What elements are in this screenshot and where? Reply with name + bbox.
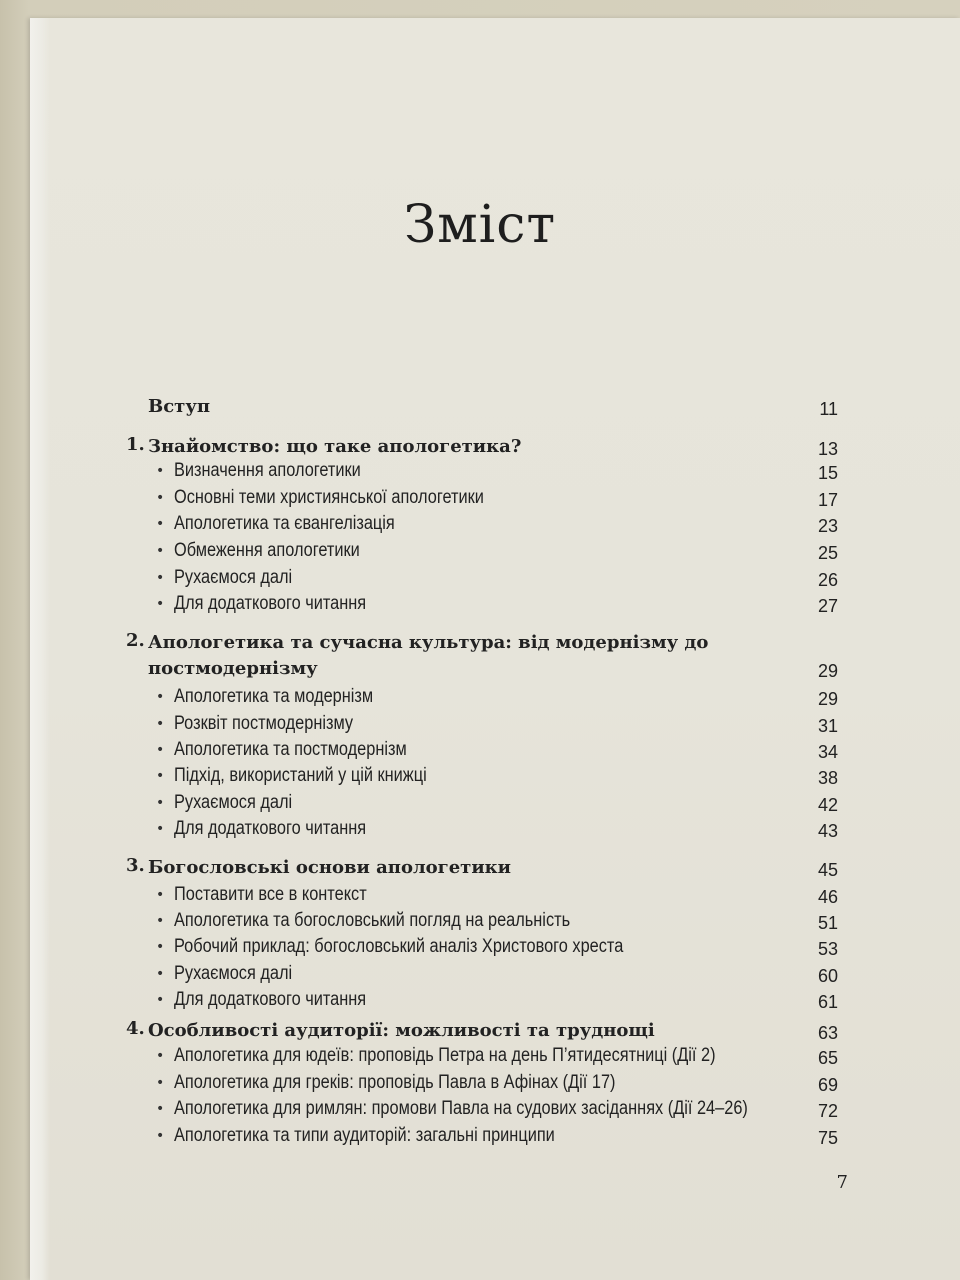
- toc-chapter-number: 3.: [126, 855, 145, 876]
- toc-subsection: [120, 713, 850, 737]
- bullet-icon: •: [156, 689, 165, 705]
- bullet-icon: •: [156, 913, 165, 929]
- bullet-icon: •: [156, 543, 165, 559]
- bullet-icon: •: [156, 768, 165, 784]
- toc-chapter: [120, 855, 850, 881]
- toc-subsection-title: Рухаємося далі: [174, 963, 293, 984]
- bullet-icon: •: [156, 1048, 165, 1064]
- bullet-icon: •: [156, 570, 165, 586]
- toc-subsection-page: 38: [817, 768, 838, 788]
- toc-subsection: [120, 540, 850, 564]
- toc-subsection: [120, 1098, 850, 1122]
- toc-subsection-title: Апологетика та модернізм: [174, 686, 374, 707]
- toc-subsection-title: Розквіт постмодернізму: [174, 713, 354, 734]
- bullet-icon: •: [156, 821, 165, 837]
- toc-subsection-page: 26: [817, 570, 838, 590]
- bullet-icon: •: [156, 1128, 165, 1144]
- toc-subsection: [120, 884, 850, 908]
- toc-subsection: [120, 818, 850, 842]
- toc-subsection: [120, 765, 850, 789]
- bullet-icon: •: [156, 887, 165, 903]
- toc-chapter-title: Богословські основи апологетики: [148, 857, 512, 878]
- toc-subsection-page: 42: [817, 795, 838, 815]
- toc-subsection: [120, 1125, 850, 1149]
- bullet-icon: •: [156, 939, 165, 955]
- toc-subsection-page: 46: [817, 887, 838, 907]
- toc-subsection-page: 61: [817, 992, 838, 1012]
- toc-subsection: [120, 1072, 850, 1096]
- toc-subsection-page: 25: [817, 543, 838, 563]
- bullet-icon: •: [156, 1075, 165, 1091]
- toc-subsection-title: Визначення апологетики: [174, 460, 361, 481]
- toc-chapter: [120, 1018, 850, 1044]
- toc-subsection-page: 23: [817, 516, 838, 536]
- toc-chapter-title: Апологетика та сучасна культура: від модернізму до постмодернізму: [148, 632, 709, 679]
- bullet-icon: •: [156, 1101, 165, 1117]
- toc-chapter: [120, 434, 850, 460]
- toc-subsection: [120, 567, 850, 591]
- toc-subsection-title: Для додаткового читання: [174, 989, 367, 1010]
- toc-subsection: [120, 513, 850, 537]
- toc-chapter-number: 2.: [126, 630, 145, 651]
- toc-subsection-page: 17: [817, 490, 838, 510]
- toc-subsection-title: Апологетика та богословський погляд на реальність: [174, 910, 571, 931]
- toc-subsection: [120, 963, 850, 987]
- bullet-icon: •: [156, 490, 165, 506]
- toc-subsection-title: Основні теми християнської апологетики: [174, 487, 484, 508]
- toc-subsection-page: 51: [817, 913, 838, 933]
- toc-chapter: [120, 630, 850, 682]
- bullet-icon: •: [156, 966, 165, 982]
- toc-intro-label: Вступ: [148, 396, 211, 417]
- toc-subsection-page: 27: [817, 596, 838, 616]
- toc-subsection-page: 72: [817, 1101, 838, 1121]
- toc-subsection: [120, 739, 850, 763]
- toc-subsection-title: Апологетика для римлян: промови Павла на судових засіданнях (Дії 24–26): [174, 1098, 748, 1119]
- toc-subsection: [120, 487, 850, 511]
- toc-subsection: [120, 1045, 850, 1069]
- toc-subsection-title: Рухаємося далі: [174, 567, 293, 588]
- toc-subsection: [120, 910, 850, 934]
- toc-subsection: [120, 936, 850, 960]
- toc-subsection-page: 15: [817, 463, 838, 483]
- toc-subsection: [120, 792, 850, 816]
- toc-chapter-title: Знайомство: що таке апологетика?: [148, 436, 522, 457]
- toc-subsection-title: Поставити все в контекст: [174, 884, 367, 905]
- bullet-icon: •: [156, 742, 165, 758]
- bullet-icon: •: [156, 992, 165, 1008]
- toc-subsection-title: Рухаємося далі: [174, 792, 293, 813]
- toc-subsection-title: Апологетика для греків: проповідь Павла в Афінах (Дії 17): [174, 1072, 616, 1093]
- page-title: Зміст: [403, 195, 557, 255]
- bullet-icon: •: [156, 716, 165, 732]
- toc-subsection-title: Для додаткового читання: [174, 818, 367, 839]
- toc-subsection-page: 53: [817, 939, 838, 959]
- toc-subsection: [120, 686, 850, 710]
- toc-intro: [120, 396, 850, 420]
- toc-chapter-page: 29: [817, 661, 838, 681]
- toc-subsection-page: 31: [817, 716, 838, 736]
- toc-chapter-page: 45: [817, 860, 838, 880]
- toc-subsection-title: Апологетика для юдеїв: проповідь Петра на день П’ятидесятниці (Дії 2): [174, 1045, 716, 1066]
- bullet-icon: •: [156, 795, 165, 811]
- bullet-icon: •: [156, 596, 165, 612]
- toc-subsection: [120, 593, 850, 617]
- toc-subsection-title: Для додаткового читання: [174, 593, 367, 614]
- toc-subsection-page: 29: [817, 689, 838, 709]
- toc-subsection-title: Апологетика та типи аудиторій: загальні принципи: [174, 1125, 555, 1146]
- toc-subsection-title: Підхід, використаний у цій книжці: [174, 765, 427, 786]
- toc-chapter-page: 63: [817, 1023, 838, 1043]
- toc-subsection-page: 75: [817, 1128, 838, 1148]
- toc-chapter-page: 13: [817, 439, 838, 459]
- toc-chapter-number: 1.: [126, 434, 145, 455]
- toc-subsection-title: Робочий приклад: богословський аналіз Христового хреста: [174, 936, 624, 957]
- toc-subsection-page: 43: [817, 821, 838, 841]
- toc-subsection-page: 60: [817, 966, 838, 986]
- bullet-icon: •: [156, 463, 165, 479]
- toc-subsection-page: 65: [817, 1048, 838, 1068]
- toc-subsection: [120, 460, 850, 484]
- toc-subsection-title: Обмеження апологетики: [174, 540, 360, 561]
- toc-subsection-title: Апологетика та євангелізація: [174, 513, 395, 534]
- toc-subsection-page: 69: [817, 1075, 838, 1095]
- toc-subsection-page: 34: [817, 742, 838, 762]
- page-folio: 7: [836, 1172, 848, 1193]
- toc-subsection: [120, 989, 850, 1013]
- toc-chapter-number: 4.: [126, 1018, 145, 1039]
- toc-chapter-title: Особливості аудиторії: можливості та труднощі: [148, 1020, 655, 1041]
- toc-intro-page: 11: [819, 399, 838, 419]
- bullet-icon: •: [156, 516, 165, 532]
- toc-subsection-title: Апологетика та постмодернізм: [174, 739, 407, 760]
